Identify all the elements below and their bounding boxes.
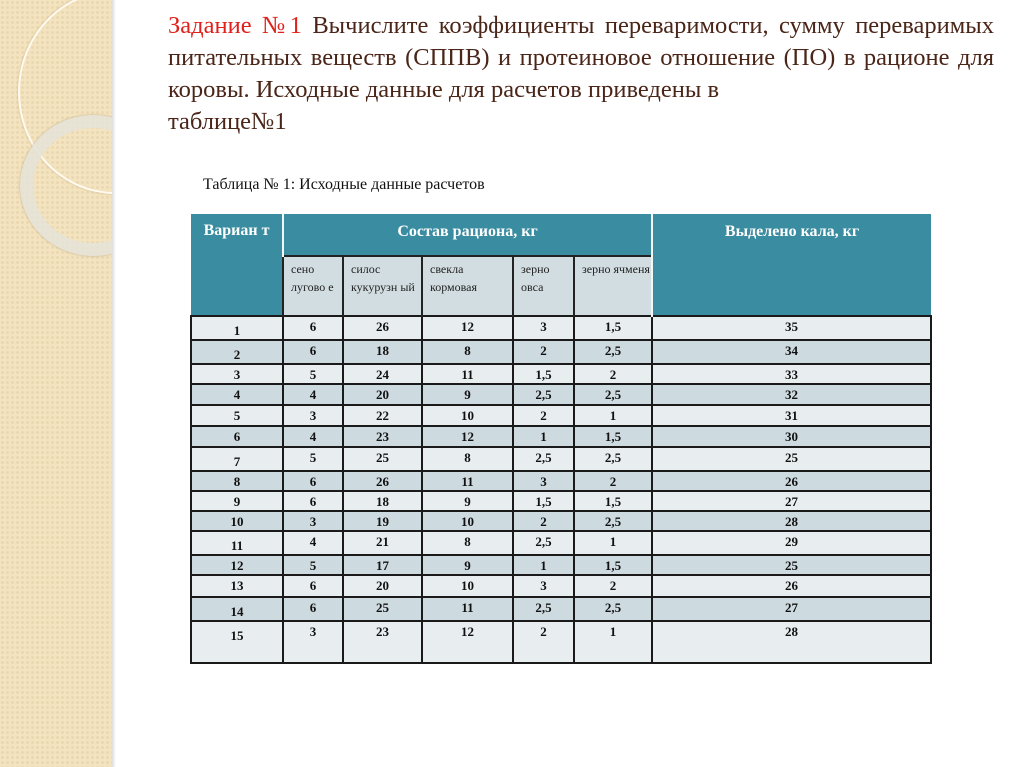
table-row (191, 447, 931, 471)
table-row (191, 471, 931, 491)
subheader-4: зерно ячменя (574, 256, 652, 316)
table-cell: 28 (652, 511, 931, 531)
table-cell: 4 (283, 384, 343, 405)
table-row (191, 426, 931, 447)
table-cell: 30 (652, 426, 931, 447)
table-cell: 13 (191, 575, 283, 597)
table-cell: 8 (422, 531, 513, 555)
table-cell: 3 (513, 575, 574, 597)
table-cell: 9 (422, 491, 513, 511)
table-cell: 33 (652, 364, 931, 384)
table-cell: 3 (283, 511, 343, 531)
table-cell: 1 (513, 555, 574, 575)
table-cell: 23 (343, 621, 422, 663)
subheader-0: сено лугово е (283, 256, 343, 316)
table-cell: 11 (422, 471, 513, 491)
table-cell: 2 (574, 364, 652, 384)
table-cell: 3 (513, 471, 574, 491)
table-cell: 4 (191, 384, 283, 405)
table-cell: 3 (283, 621, 343, 663)
table-cell: 2 (513, 405, 574, 426)
subheader-2: свекла кормовая (422, 256, 513, 316)
table-cell: 1,5 (574, 316, 652, 340)
table-cell: 9 (422, 555, 513, 575)
table-cell: 24 (343, 364, 422, 384)
table-cell: 6 (283, 340, 343, 364)
table-cell: 4 (283, 426, 343, 447)
table-cell: 3 (513, 316, 574, 340)
table-cell: 35 (652, 316, 931, 340)
table-cell: 1,5 (513, 491, 574, 511)
table-cell: 26 (343, 471, 422, 491)
table-cell: 12 (422, 621, 513, 663)
table-row (191, 531, 931, 555)
table-cell: 1 (574, 531, 652, 555)
source-data-table (190, 214, 932, 664)
task-text-last-line: таблице№1 (168, 108, 287, 135)
table-cell: 5 (283, 364, 343, 384)
table-cell: 17 (343, 555, 422, 575)
table-cell: 2,5 (513, 531, 574, 555)
table-row (191, 405, 931, 426)
table-cell: 1 (191, 316, 283, 340)
table-row (191, 364, 931, 384)
table-cell: 8 (422, 447, 513, 471)
sidebar-shadow (112, 0, 116, 767)
table-cell: 34 (652, 340, 931, 364)
table-cell: 8 (191, 471, 283, 491)
task-label: Задание №1 (168, 12, 302, 39)
table-cell: 9 (191, 491, 283, 511)
table-cell: 22 (343, 405, 422, 426)
table-cell: 2,5 (574, 384, 652, 405)
header-feces: Выделено кала, кг (652, 214, 931, 316)
table-cell: 7 (191, 447, 283, 471)
table-cell: 9 (422, 384, 513, 405)
table-cell: 6 (283, 575, 343, 597)
table-cell: 28 (652, 621, 931, 663)
table-cell: 5 (191, 405, 283, 426)
table-cell: 23 (343, 426, 422, 447)
table-row (191, 575, 931, 597)
table-cell: 27 (652, 597, 931, 621)
table-cell: 6 (283, 316, 343, 340)
table-cell: 12 (191, 555, 283, 575)
table-cell: 31 (652, 405, 931, 426)
table-cell: 1 (574, 621, 652, 663)
table-cell: 6 (283, 597, 343, 621)
table-cell: 1,5 (574, 426, 652, 447)
subheader-3: зерно овса (513, 256, 574, 316)
table-cell: 6 (283, 471, 343, 491)
table-cell: 11 (191, 531, 283, 555)
table-row (191, 621, 931, 663)
table-row (191, 340, 931, 364)
table-cell: 2,5 (513, 384, 574, 405)
table-cell: 26 (652, 471, 931, 491)
table-cell: 2,5 (574, 511, 652, 531)
table-cell: 6 (191, 426, 283, 447)
table-cell: 19 (343, 511, 422, 531)
table-cell: 25 (343, 597, 422, 621)
table-cell: 14 (191, 597, 283, 621)
table-cell: 2,5 (513, 447, 574, 471)
table-cell: 6 (283, 491, 343, 511)
table-cell: 26 (652, 575, 931, 597)
table-cell: 20 (343, 575, 422, 597)
table-cell: 1 (513, 426, 574, 447)
table-cell: 21 (343, 531, 422, 555)
table-cell: 2 (513, 340, 574, 364)
table-cell: 12 (422, 316, 513, 340)
table-cell: 10 (422, 405, 513, 426)
table-cell: 26 (343, 316, 422, 340)
table-cell: 8 (422, 340, 513, 364)
table-cell: 5 (283, 447, 343, 471)
header-ration: Состав рациона, кг (283, 214, 652, 256)
table-row (191, 511, 931, 531)
table-cell: 29 (652, 531, 931, 555)
table-cell: 1,5 (513, 364, 574, 384)
table-cell: 3 (191, 364, 283, 384)
decorative-sidebar (0, 0, 112, 767)
table-cell: 5 (283, 555, 343, 575)
table-row (191, 555, 931, 575)
slide-title (168, 10, 994, 138)
table-cell: 25 (652, 555, 931, 575)
table-cell: 20 (343, 384, 422, 405)
table-cell: 25 (652, 447, 931, 471)
table-cell: 4 (283, 531, 343, 555)
table-row (191, 491, 931, 511)
table-cell: 2 (191, 340, 283, 364)
table-cell: 18 (343, 491, 422, 511)
table-cell: 2 (574, 575, 652, 597)
table-cell: 10 (422, 511, 513, 531)
table-cell: 10 (191, 511, 283, 531)
table-cell: 11 (422, 597, 513, 621)
table-cell: 2 (574, 471, 652, 491)
table-cell: 2,5 (574, 340, 652, 364)
table-row (191, 384, 931, 405)
table-cell: 2 (513, 621, 574, 663)
table-cell: 2,5 (574, 447, 652, 471)
subheader-1: силос кукурузн ый (343, 256, 422, 316)
table-cell: 27 (652, 491, 931, 511)
table-caption: Таблица № 1: Исходные данные расчетов (203, 176, 485, 193)
table-cell: 11 (422, 364, 513, 384)
table-cell: 32 (652, 384, 931, 405)
table-cell: 2,5 (513, 597, 574, 621)
table-cell: 10 (422, 575, 513, 597)
table-cell: 25 (343, 447, 422, 471)
header-variant: Вариан т (191, 214, 283, 316)
table-cell: 1 (574, 405, 652, 426)
table-cell: 2,5 (574, 597, 652, 621)
table-cell: 15 (191, 621, 283, 663)
table-cell: 12 (422, 426, 513, 447)
table-cell: 1,5 (574, 555, 652, 575)
table-row (191, 597, 931, 621)
table-row (191, 316, 931, 340)
table-cell: 1,5 (574, 491, 652, 511)
task-text: Вычислите коэффициенты переваримости, сумму переваримых питательных веществ (СППВ) и протеиновое отношение (ПО) в рационе для коровы. Исходные данные для расчетов приведены в (168, 12, 995, 103)
table-cell: 18 (343, 340, 422, 364)
table-cell: 2 (513, 511, 574, 531)
table-cell: 3 (283, 405, 343, 426)
